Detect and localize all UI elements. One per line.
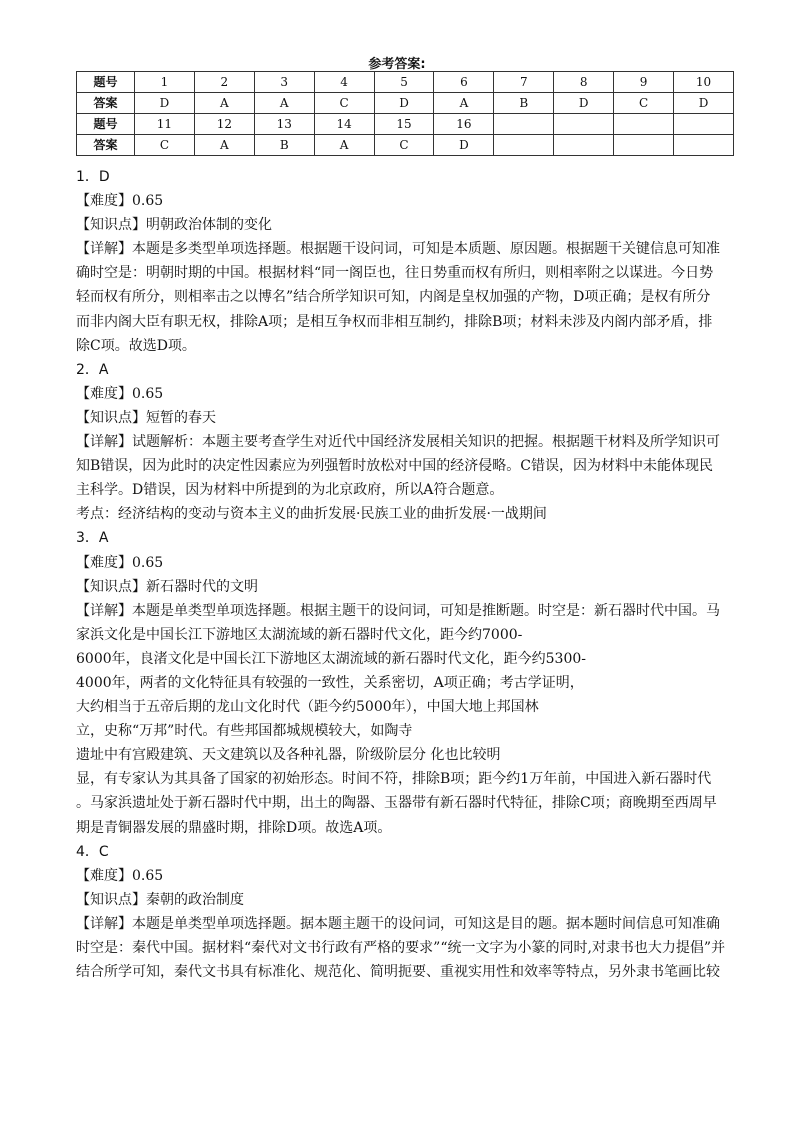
q3-number: 3．A <box>76 530 109 547</box>
q2-number: 2．A <box>76 361 109 378</box>
q1-detail-line: 确时空是：明朝时期的中国。根据材料“同一阁臣也，往日势重而权有所归，则相率附之以谋进。今日势 <box>76 265 714 282</box>
q3-detail-line: 【详解】本题是单类型单项选择题。根据主题干的设问词，可知是推断题。时空是：新石器时代中国。马 <box>76 602 720 619</box>
q1-difficulty <box>76 189 726 213</box>
answer-table-cell: 10 <box>674 72 734 93</box>
answer-table-cell: D <box>434 135 494 156</box>
answer-table-row <box>77 114 734 135</box>
q4-knowledge: 【知识点】秦朝的政治制度 <box>76 891 244 908</box>
answer-table-row-header: 题号 <box>77 72 135 93</box>
answer-table-cell: 1 <box>135 72 195 93</box>
q1-number: 1．D <box>76 169 110 185</box>
answer-table-cell: C <box>135 135 195 156</box>
answer-table-cell <box>674 135 734 156</box>
q3-detail-line: 大约相当于五帝后期的龙山文化时代（距今约5000年），中国大地上邦国林 <box>76 699 539 716</box>
q4-detail-line: 结合所学可知，秦代文书具有标准化、规范化、简明扼要、重视实用性和效率等特点，另外隶书笔画比较 <box>76 964 720 981</box>
answer-table-cell: D <box>374 93 434 114</box>
q3-detail-line: 期是青铜器发展的鼎盛时期，排除D项。故选A项。 <box>76 819 392 836</box>
q1-detail-label: 【详解】 <box>76 241 132 258</box>
answer-table <box>76 71 734 156</box>
answer-table-cell: 12 <box>194 114 254 135</box>
q1-difficulty-value: 0.65 <box>132 193 164 210</box>
q2-detail-line: 知B错误，因为此时的决定性因素应为列强暂时放松对中国的经济侵略。C错误，因为材料中未能体现民 <box>76 458 713 475</box>
q1-knowledge <box>76 213 726 237</box>
answer-table-cell: C <box>614 93 674 114</box>
q2-knowledge: 【知识点】短暂的春天 <box>76 409 216 426</box>
answer-table-cell: A <box>194 135 254 156</box>
answer-table-cell: C <box>374 135 434 156</box>
q3-difficulty: 【难度】0.65 <box>76 554 164 571</box>
answer-table-cell: A <box>314 135 374 156</box>
answer-table-cell: 11 <box>135 114 195 135</box>
answer-table-cell: B <box>494 93 554 114</box>
q3-knowledge: 【知识点】新石器时代的文明 <box>76 578 258 595</box>
q1-detail-line: 【详解】本题是多类型单项选择题。根据题干设问词，可知是本质题、原因题。根据题干关键信息可知准 <box>76 241 720 258</box>
explanations <box>76 165 726 984</box>
answer-table-cell: D <box>554 93 614 114</box>
answer-table-cell: 3 <box>254 72 314 93</box>
q1-knowledge-value: 明朝政治体制的变化 <box>146 217 272 234</box>
q4-number: 4．C <box>76 843 109 860</box>
answer-table-cell: 7 <box>494 72 554 93</box>
answer-table-cell: 4 <box>314 72 374 93</box>
answer-table-cell <box>554 114 614 135</box>
answer-table-row-header: 题号 <box>77 114 135 135</box>
answer-table-cell: 6 <box>434 72 494 93</box>
q3-detail-line: 显，有专家认为其具备了国家的初始形态。时间不符，排除B项；距今约1万年前，中国进入新石器时代 <box>76 771 712 788</box>
answer-table-cell: 16 <box>434 114 494 135</box>
q4-difficulty: 【难度】0.65 <box>76 867 164 884</box>
q4-detail-line: 【详解】本题是单类型单项选择题。据本题主题干的设问词，可知这是目的题。据本题时间信息可知准确 <box>76 915 720 932</box>
answer-table-cell: D <box>674 93 734 114</box>
answer-table-row-header: 答案 <box>77 135 135 156</box>
q2-detail-line: 【详解】试题解析：本题主要考查学生对近代中国经济发展相关知识的把握。根据题干材料及所学知识可 <box>76 434 720 451</box>
answer-table-cell <box>674 114 734 135</box>
answer-table-cell <box>494 114 554 135</box>
answer-table-row <box>77 72 734 93</box>
q3-detail-line: 6000年，良渚文化是中国长江下游地区太湖流域的新石器时代文化，距今约5300- <box>76 650 586 667</box>
answer-table-cell: A <box>194 93 254 114</box>
q3-detail-line: 立，史称“万邦”时代。有些邦国都城规模较大，如陶寺 <box>76 723 413 740</box>
answer-table-cell: D <box>135 93 195 114</box>
answer-title: 参考答案: <box>368 57 426 72</box>
q2-detail-line: 主科学。D错误，因为材料中所提到的为北京政府，所以A符合题意。 <box>76 482 504 499</box>
answer-table-cell: 5 <box>374 72 434 93</box>
answer-table-cell: 2 <box>194 72 254 93</box>
q2-difficulty: 【难度】0.65 <box>76 385 164 402</box>
answer-table-cell: A <box>254 93 314 114</box>
answer-table-cell: 15 <box>374 114 434 135</box>
answer-table-cell: 13 <box>254 114 314 135</box>
q1-difficulty-label: 【难度】 <box>76 193 132 210</box>
answer-table-cell <box>494 135 554 156</box>
answer-table-row <box>77 93 734 114</box>
answer-table-row <box>77 135 734 156</box>
q1-detail-line: 轻而权有所分，则相率击之以博名”结合所学知识可知，内阁是皇权加强的产物，D项正确；是权有所分 <box>76 289 711 306</box>
q2-kaodian: 考点：经济结构的变动与资本主义的曲折发展·民族工业的曲折发展·一战期间 <box>76 506 547 523</box>
q1-knowledge-label: 【知识点】 <box>76 217 146 234</box>
answer-table-cell: B <box>254 135 314 156</box>
q3-detail-line: 4000年，两者的文化特征具有较强的一致性，关系密切，A项正确；考古学证明， <box>76 674 584 691</box>
answer-table-cell: C <box>314 93 374 114</box>
q3-detail-line: 家浜文化是中国长江下游地区太湖流域的新石器时代文化，距今约7000- <box>76 626 523 643</box>
answer-table-row-header: 答案 <box>77 93 135 114</box>
q1-detail-line: 除C项。故选D项。 <box>76 337 196 354</box>
answer-table-cell: 14 <box>314 114 374 135</box>
q3-detail-line: 遗址中有宫殿建筑、天文建筑以及各种礼器，阶级阶层分 化也比较明 <box>76 747 501 764</box>
q4-detail-line: 时空是：秦代中国。据材料“秦代对文书行政有严格的要求”“统一文字为小篆的同时,对隶书也大力提倡”并 <box>76 940 726 956</box>
answer-table-cell <box>614 114 674 135</box>
answer-table-cell <box>554 135 614 156</box>
answer-table-cell: 8 <box>554 72 614 93</box>
answer-table-cell: A <box>434 93 494 114</box>
q1-detail-line: 而非内阁大臣有职无权，排除A项；是相互争权而非相互制约，排除B项；材料未涉及内阁内部矛盾，排 <box>76 313 713 330</box>
q3-detail-line: 。马家浜遗址处于新石器时代中期，出土的陶器、玉器带有新石器时代特征，排除C项；商晚期至西周早 <box>76 795 717 812</box>
answer-table-cell <box>614 135 674 156</box>
answer-table-cell: 9 <box>614 72 674 93</box>
